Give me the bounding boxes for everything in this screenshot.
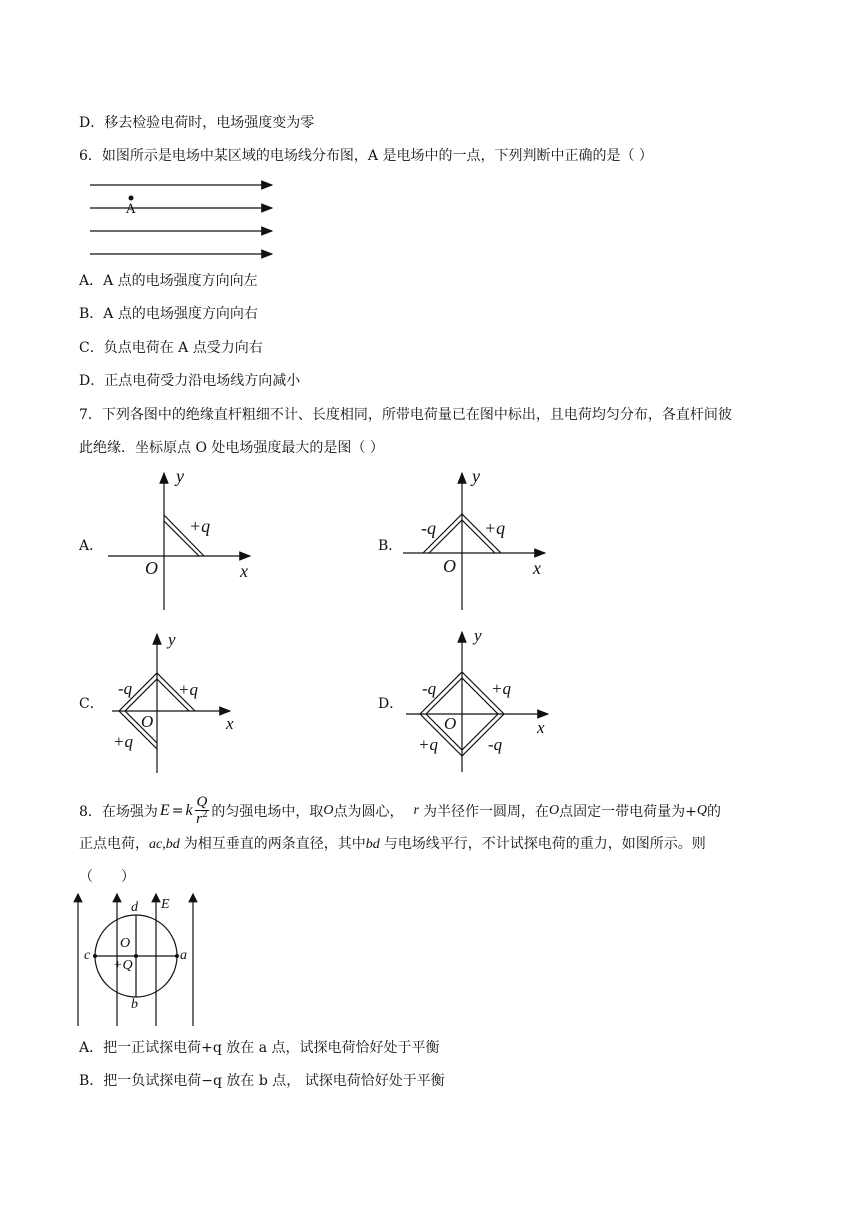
center-o [134, 954, 138, 958]
origin-label: O [141, 712, 154, 731]
q6-stem: 6．如图所示是电场中某区域的电场线分布图，A 是电场中的一点，下列判断中正确的是（ ） [79, 148, 653, 164]
q8-text: 的 [706, 804, 721, 820]
charge-label-top-right: +q [491, 679, 511, 698]
charge-label: +q [189, 516, 211, 536]
charge-label-bottom-right: -q [488, 735, 503, 754]
q8-text: 正点电荷， [79, 836, 149, 852]
x-axis-label: x [533, 558, 541, 578]
formula-fraction [195, 795, 210, 827]
q8-text: 与电场线平行，不计试探电荷的重力，如图所示。则 [383, 836, 706, 852]
q8-text: 的匀强电场中，取 [211, 804, 324, 820]
charge-label-right: +q [484, 518, 506, 538]
q7-option-c-label: C． [79, 696, 104, 712]
charge-label-bottom-left: +q [418, 735, 438, 754]
formula-exponent: 2 [202, 810, 208, 820]
y-axis-label: y [176, 466, 184, 486]
charge-label-top-left: -q [118, 679, 133, 698]
q6-option-a: A．A 点的电场强度方向向左 [79, 273, 258, 289]
label-e: E [161, 897, 170, 912]
q8-option-a: A．把一正试探电荷+q 放在 a 点，试探电荷恰好处于平衡 [79, 1040, 440, 1056]
formula-e: E [159, 802, 170, 819]
q6-field-lines-figure [86, 176, 286, 266]
x-axis-label: x [226, 714, 234, 733]
q7-stem-line2: 此绝缘．坐标原点 O 处电场强度最大的是图（ ） [79, 440, 384, 456]
x-axis-label: x [240, 561, 248, 581]
q7-figure-c [108, 628, 243, 778]
q8-text: 点固定一带电荷量为+ [559, 804, 697, 820]
origin-label: O [443, 556, 456, 576]
q6-option-b: B．A 点的电场强度方向向右 [79, 306, 258, 322]
q7-figure-a [100, 465, 270, 615]
label-d: d [131, 900, 138, 915]
point-a-label: A [126, 202, 136, 217]
charge-label-top-left: -q [422, 679, 437, 698]
charge-label-bottom-left: +q [113, 732, 133, 751]
q8-var: r [413, 803, 419, 818]
q7-stem-line1: 7．下列各图中的绝缘直杆粗细不计、长度相同，所带电荷量已在图中标出，且电荷均匀分布，各直杆间彼 [79, 407, 732, 423]
q6-option-d: D．正点电荷受力沿电场线方向减小 [79, 373, 301, 389]
origin-label: O [444, 714, 457, 733]
origin-label: O [145, 558, 158, 578]
point-a [175, 954, 179, 958]
q8-var: O [548, 803, 560, 818]
q8-text: 为相互垂直的两条直径，其中 [183, 836, 366, 852]
y-axis-label: y [472, 466, 480, 486]
q8-var: O [323, 803, 334, 818]
q7-figure-b [395, 465, 555, 615]
point-a-dot [129, 196, 134, 201]
x-axis-label: x [537, 718, 545, 737]
label-o: O [120, 936, 131, 951]
q8-option-b: B．把一负试探电荷−q 放在 b 点， 试探电荷恰好处于平衡 [79, 1073, 445, 1089]
formula-denominator: r [196, 811, 203, 827]
formula-k: k [185, 802, 193, 819]
label-plus-q: +Q [113, 958, 133, 973]
q8-stem-line1 [79, 795, 721, 827]
formula-eq: = [171, 803, 184, 819]
q7-option-b-label: B． [378, 538, 403, 554]
q8-var: ac,bd [149, 837, 180, 852]
q8-var: Q [696, 803, 707, 818]
label-a: a [180, 948, 187, 963]
q8-text: 点为圆心， [333, 804, 404, 820]
y-axis-label: y [168, 630, 176, 649]
q8-stem-line2 [79, 833, 706, 853]
q8-var: bd [365, 837, 380, 852]
point-c [93, 954, 97, 958]
q6-option-c: C．负点电荷在 A 点受力向右 [79, 340, 263, 356]
q5-option-d: D．移去检验电荷时，电场强度变为零 [79, 115, 315, 131]
formula-numerator: Q [196, 794, 208, 810]
y-axis-label: y [474, 626, 482, 645]
label-b: b [131, 997, 138, 1012]
label-c: c [84, 948, 91, 963]
q8-text: 为半径作一圆周，在 [422, 804, 549, 820]
charge-label-top-right: +q [178, 680, 198, 699]
charge-label-left: -q [421, 518, 436, 538]
q7-option-a-label: A． [79, 538, 104, 554]
q8-paren: （ ） [79, 869, 135, 885]
q8-text: 8．在场强为 [79, 804, 158, 820]
q7-option-d-label: D． [378, 696, 404, 712]
